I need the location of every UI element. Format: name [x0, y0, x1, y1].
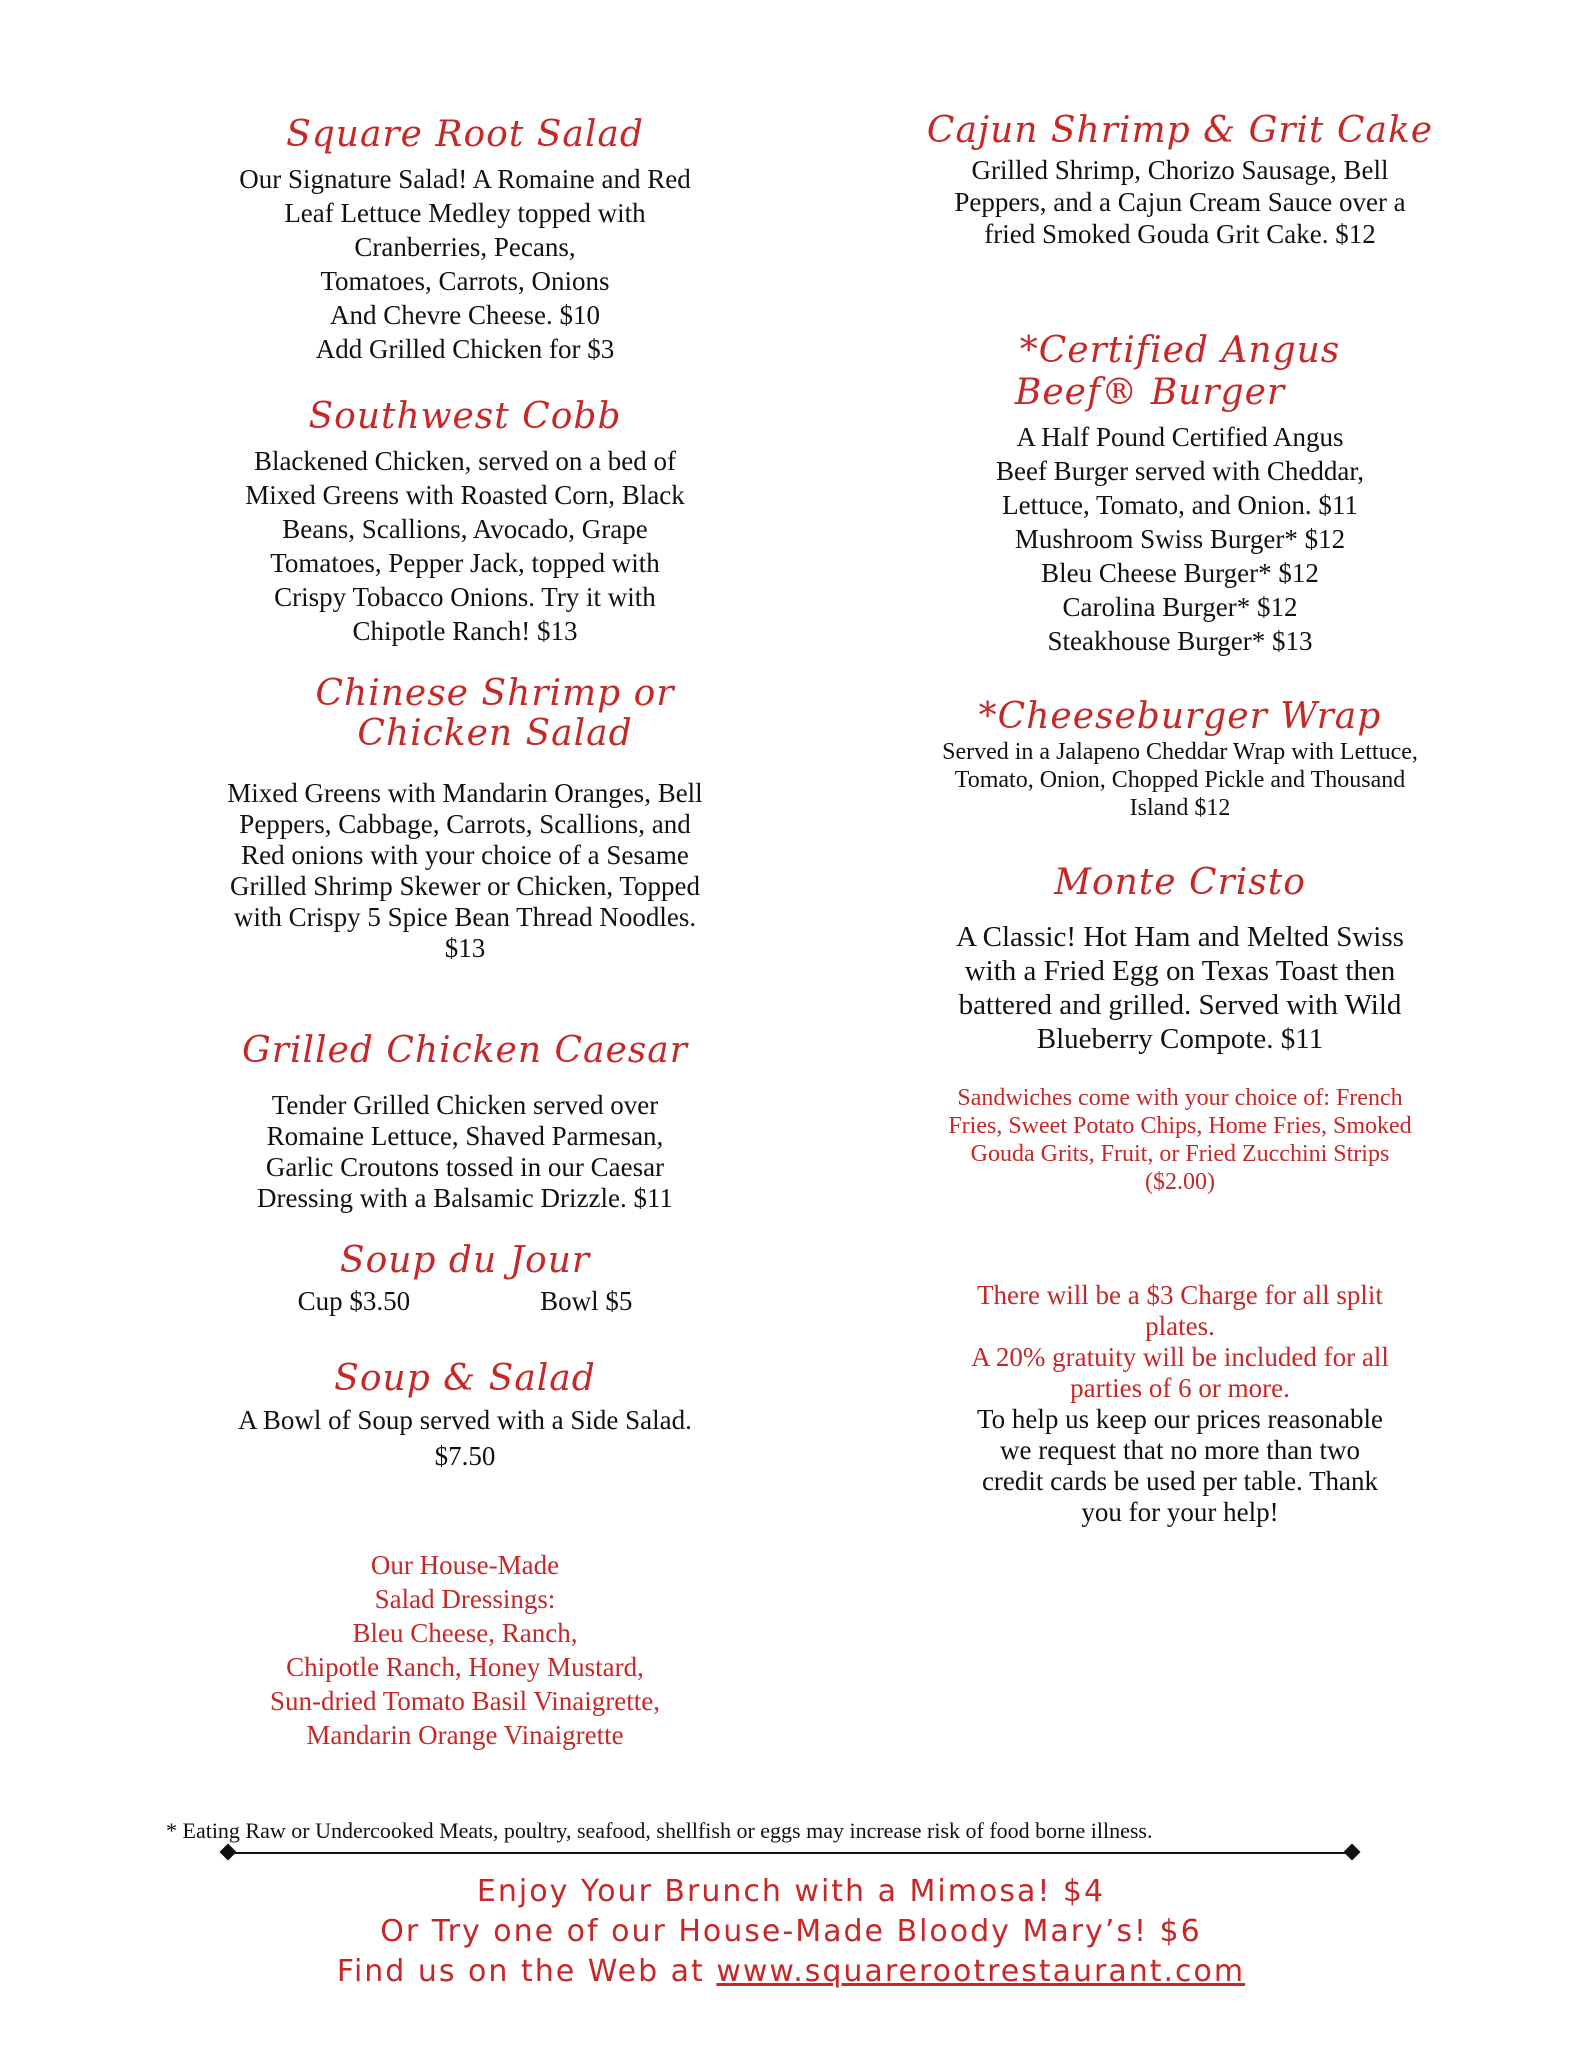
desc-line: Lettuce, Tomato, and Onion. $11	[1002, 490, 1358, 520]
policy-line: you for your help!	[1081, 1497, 1279, 1527]
item-description	[150, 1402, 780, 1474]
item-description	[860, 420, 1500, 658]
sides-line: Fries, Sweet Potato Chips, Home Fries, Smoked	[948, 1113, 1412, 1139]
item-title: Monte Cristo	[1054, 862, 1306, 903]
divider-diamond-left	[220, 1844, 237, 1861]
policy-line: we request that no more than two	[1000, 1435, 1360, 1465]
title-line: Chinese Shrimp or	[315, 673, 675, 714]
desc-line: A Classic! Hot Ham and Melted Swiss	[956, 921, 1404, 953]
item-title: Soup & Salad	[334, 1358, 596, 1399]
food-safety-notice: * Eating Raw or Undercooked Meats, poultry, seafood, shellfish or eggs may increase risk of food borne illness.	[166, 1818, 1153, 1843]
desc-line: fried Smoked Gouda Grit Cake. $12	[984, 219, 1376, 249]
item-description	[150, 1090, 780, 1214]
desc-line: Blueberry Compote. $11	[1036, 1023, 1324, 1055]
desc-line: battered and grilled. Served with Wild	[958, 989, 1402, 1021]
menu-item-cheeseburger-wrap	[860, 696, 1500, 822]
desc-line: Tomatoes, Carrots, Onions	[320, 266, 610, 296]
item-description	[150, 444, 780, 648]
desc-line: Dressing with a Balsamic Drizzle. $11	[257, 1183, 673, 1213]
title-line: Chicken Salad	[357, 713, 633, 754]
item-title: Square Root Salad	[286, 114, 644, 155]
desc-line: Romaine Lettuce, Shaved Parmesan,	[266, 1121, 664, 1151]
desc-line: Mixed Greens with Roasted Corn, Black	[245, 480, 685, 510]
item-title: *Cheeseburger Wrap	[978, 696, 1382, 737]
mimosa-promo: Enjoy Your Brunch with a Mimosa! $4	[476, 1874, 1106, 1909]
cup-price: Cup $3.50	[297, 1286, 411, 1316]
menu-item-soup-du-jour	[150, 1240, 780, 1318]
sides-line: ($2.00)	[1145, 1169, 1215, 1195]
desc-line: Crispy Tobacco Onions. Try it with	[274, 582, 656, 612]
menu-item-chinese-salad	[150, 674, 780, 964]
soup-prices	[150, 1284, 780, 1318]
desc-line: Mixed Greens with Mandarin Oranges, Bell	[227, 778, 703, 808]
desc-line: Bleu Cheese Burger* $12	[1041, 558, 1319, 588]
desc-line: Mushroom Swiss Burger* $12	[1014, 524, 1346, 554]
desc-line: $7.50	[434, 1441, 496, 1471]
policy-note	[860, 1280, 1500, 1528]
menu-item-southwest-cobb	[150, 396, 780, 648]
dressing-line: Mandarin Orange Vinaigrette	[306, 1720, 624, 1750]
dressing-line: Bleu Cheese, Ranch,	[352, 1618, 578, 1648]
item-title: Grilled Chicken Caesar	[242, 1030, 688, 1071]
item-title	[860, 330, 1500, 414]
website-line	[0, 1952, 1582, 1992]
policy-line: There will be a $3 Charge for all split	[977, 1280, 1383, 1310]
dressing-line: Chipotle Ranch, Honey Mustard,	[286, 1652, 644, 1682]
title-line: Beef® Burger	[1014, 372, 1286, 413]
dressing-line: Sun-dried Tomato Basil Vinaigrette,	[270, 1686, 660, 1716]
item-description	[150, 162, 780, 366]
title-line: *Certified Angus	[1019, 330, 1341, 371]
policy-line: credit cards be used per table. Thank	[981, 1466, 1379, 1496]
dressing-line: Our House-Made	[370, 1550, 560, 1580]
desc-line: And Chevre Cheese. $10	[330, 300, 600, 330]
item-description	[860, 154, 1500, 250]
item-description	[860, 738, 1500, 822]
desc-line: Tomatoes, Pepper Jack, topped with	[270, 548, 660, 578]
desc-line: Blackened Chicken, served on a bed of	[253, 446, 677, 476]
desc-line: Carolina Burger* $12	[1062, 592, 1298, 622]
desc-line: Peppers, and a Cajun Cream Sauce over a	[954, 187, 1406, 217]
house-dressings	[150, 1548, 780, 1752]
item-title: Soup du Jour	[339, 1240, 591, 1281]
sides-line: Gouda Grits, Fruit, or Fried Zucchini Strips	[970, 1141, 1390, 1167]
dressing-line: Salad Dressings:	[374, 1584, 556, 1614]
desc-line: Leaf Lettuce Medley topped with	[284, 198, 646, 228]
sides-line: Sandwiches come with your choice of: French	[957, 1085, 1403, 1111]
desc-line: Island $12	[1129, 795, 1231, 821]
desc-line: A Bowl of Soup served with a Side Salad.	[238, 1405, 692, 1435]
desc-line: A Half Pound Certified Angus	[1016, 422, 1344, 452]
desc-line: $13	[444, 933, 486, 963]
desc-line: Our Signature Salad! A Romaine and Red	[239, 164, 691, 194]
desc-line: Beef Burger served with Cheddar,	[995, 456, 1365, 486]
desc-line: Add Grilled Chicken for $3	[315, 334, 615, 364]
website-link[interactable]: www.squarerootrestaurant.com	[716, 1954, 1246, 1989]
desc-line: Red onions with your choice of a Sesame	[241, 840, 689, 870]
desc-line: Grilled Shrimp, Chorizo Sausage, Bell	[971, 155, 1389, 185]
promo-block	[0, 1872, 1582, 1992]
policy-line: plates.	[1145, 1311, 1215, 1341]
item-title: Southwest Cobb	[308, 396, 622, 437]
bowl-price: Bowl $5	[540, 1286, 633, 1316]
desc-line: Steakhouse Burger* $13	[1047, 626, 1313, 656]
divider-rule	[228, 1852, 1352, 1854]
menu-item-square-root-salad	[150, 114, 780, 366]
desc-line: Tomato, Onion, Chopped Pickle and Thousand	[954, 767, 1406, 793]
item-description	[860, 920, 1500, 1056]
item-description	[150, 778, 780, 964]
desc-line: with Crispy 5 Spice Bean Thread Noodles.	[233, 902, 697, 932]
menu-item-monte-cristo	[860, 862, 1500, 1056]
policy-line: To help us keep our prices reasonable	[977, 1404, 1383, 1434]
menu-item-caesar	[150, 1030, 780, 1214]
desc-line: Tender Grilled Chicken served over	[271, 1090, 659, 1120]
desc-line: Served in a Jalapeno Cheddar Wrap with Lettuce,	[942, 739, 1418, 765]
menu-item-cajun-shrimp	[860, 110, 1500, 250]
divider-diamond-right	[1344, 1844, 1361, 1861]
policy-line: A 20% gratuity will be included for all	[971, 1342, 1389, 1372]
menu-item-soup-salad	[150, 1358, 780, 1474]
menu-item-angus-burger	[860, 330, 1500, 658]
policy-line: parties of 6 or more.	[1070, 1373, 1290, 1403]
item-title: Cajun Shrimp & Grit Cake	[926, 110, 1434, 151]
website-prefix: Find us on the Web at	[336, 1954, 717, 1989]
desc-line: Peppers, Cabbage, Carrots, Scallions, and	[239, 809, 691, 839]
desc-line: with a Fried Egg on Texas Toast then	[964, 955, 1396, 987]
desc-line: Grilled Shrimp Skewer or Chicken, Topped	[229, 871, 701, 901]
desc-line: Garlic Croutons tossed in our Caesar	[265, 1152, 665, 1182]
desc-line: Cranberries, Pecans,	[354, 232, 576, 262]
desc-line: Beans, Scallions, Avocado, Grape	[282, 514, 648, 544]
bloody-mary-promo: Or Try one of our House-Made Bloody Mary’s! $6	[380, 1914, 1202, 1949]
item-title	[150, 674, 780, 754]
sandwich-sides-note	[860, 1084, 1500, 1196]
desc-line: Chipotle Ranch! $13	[352, 616, 578, 646]
